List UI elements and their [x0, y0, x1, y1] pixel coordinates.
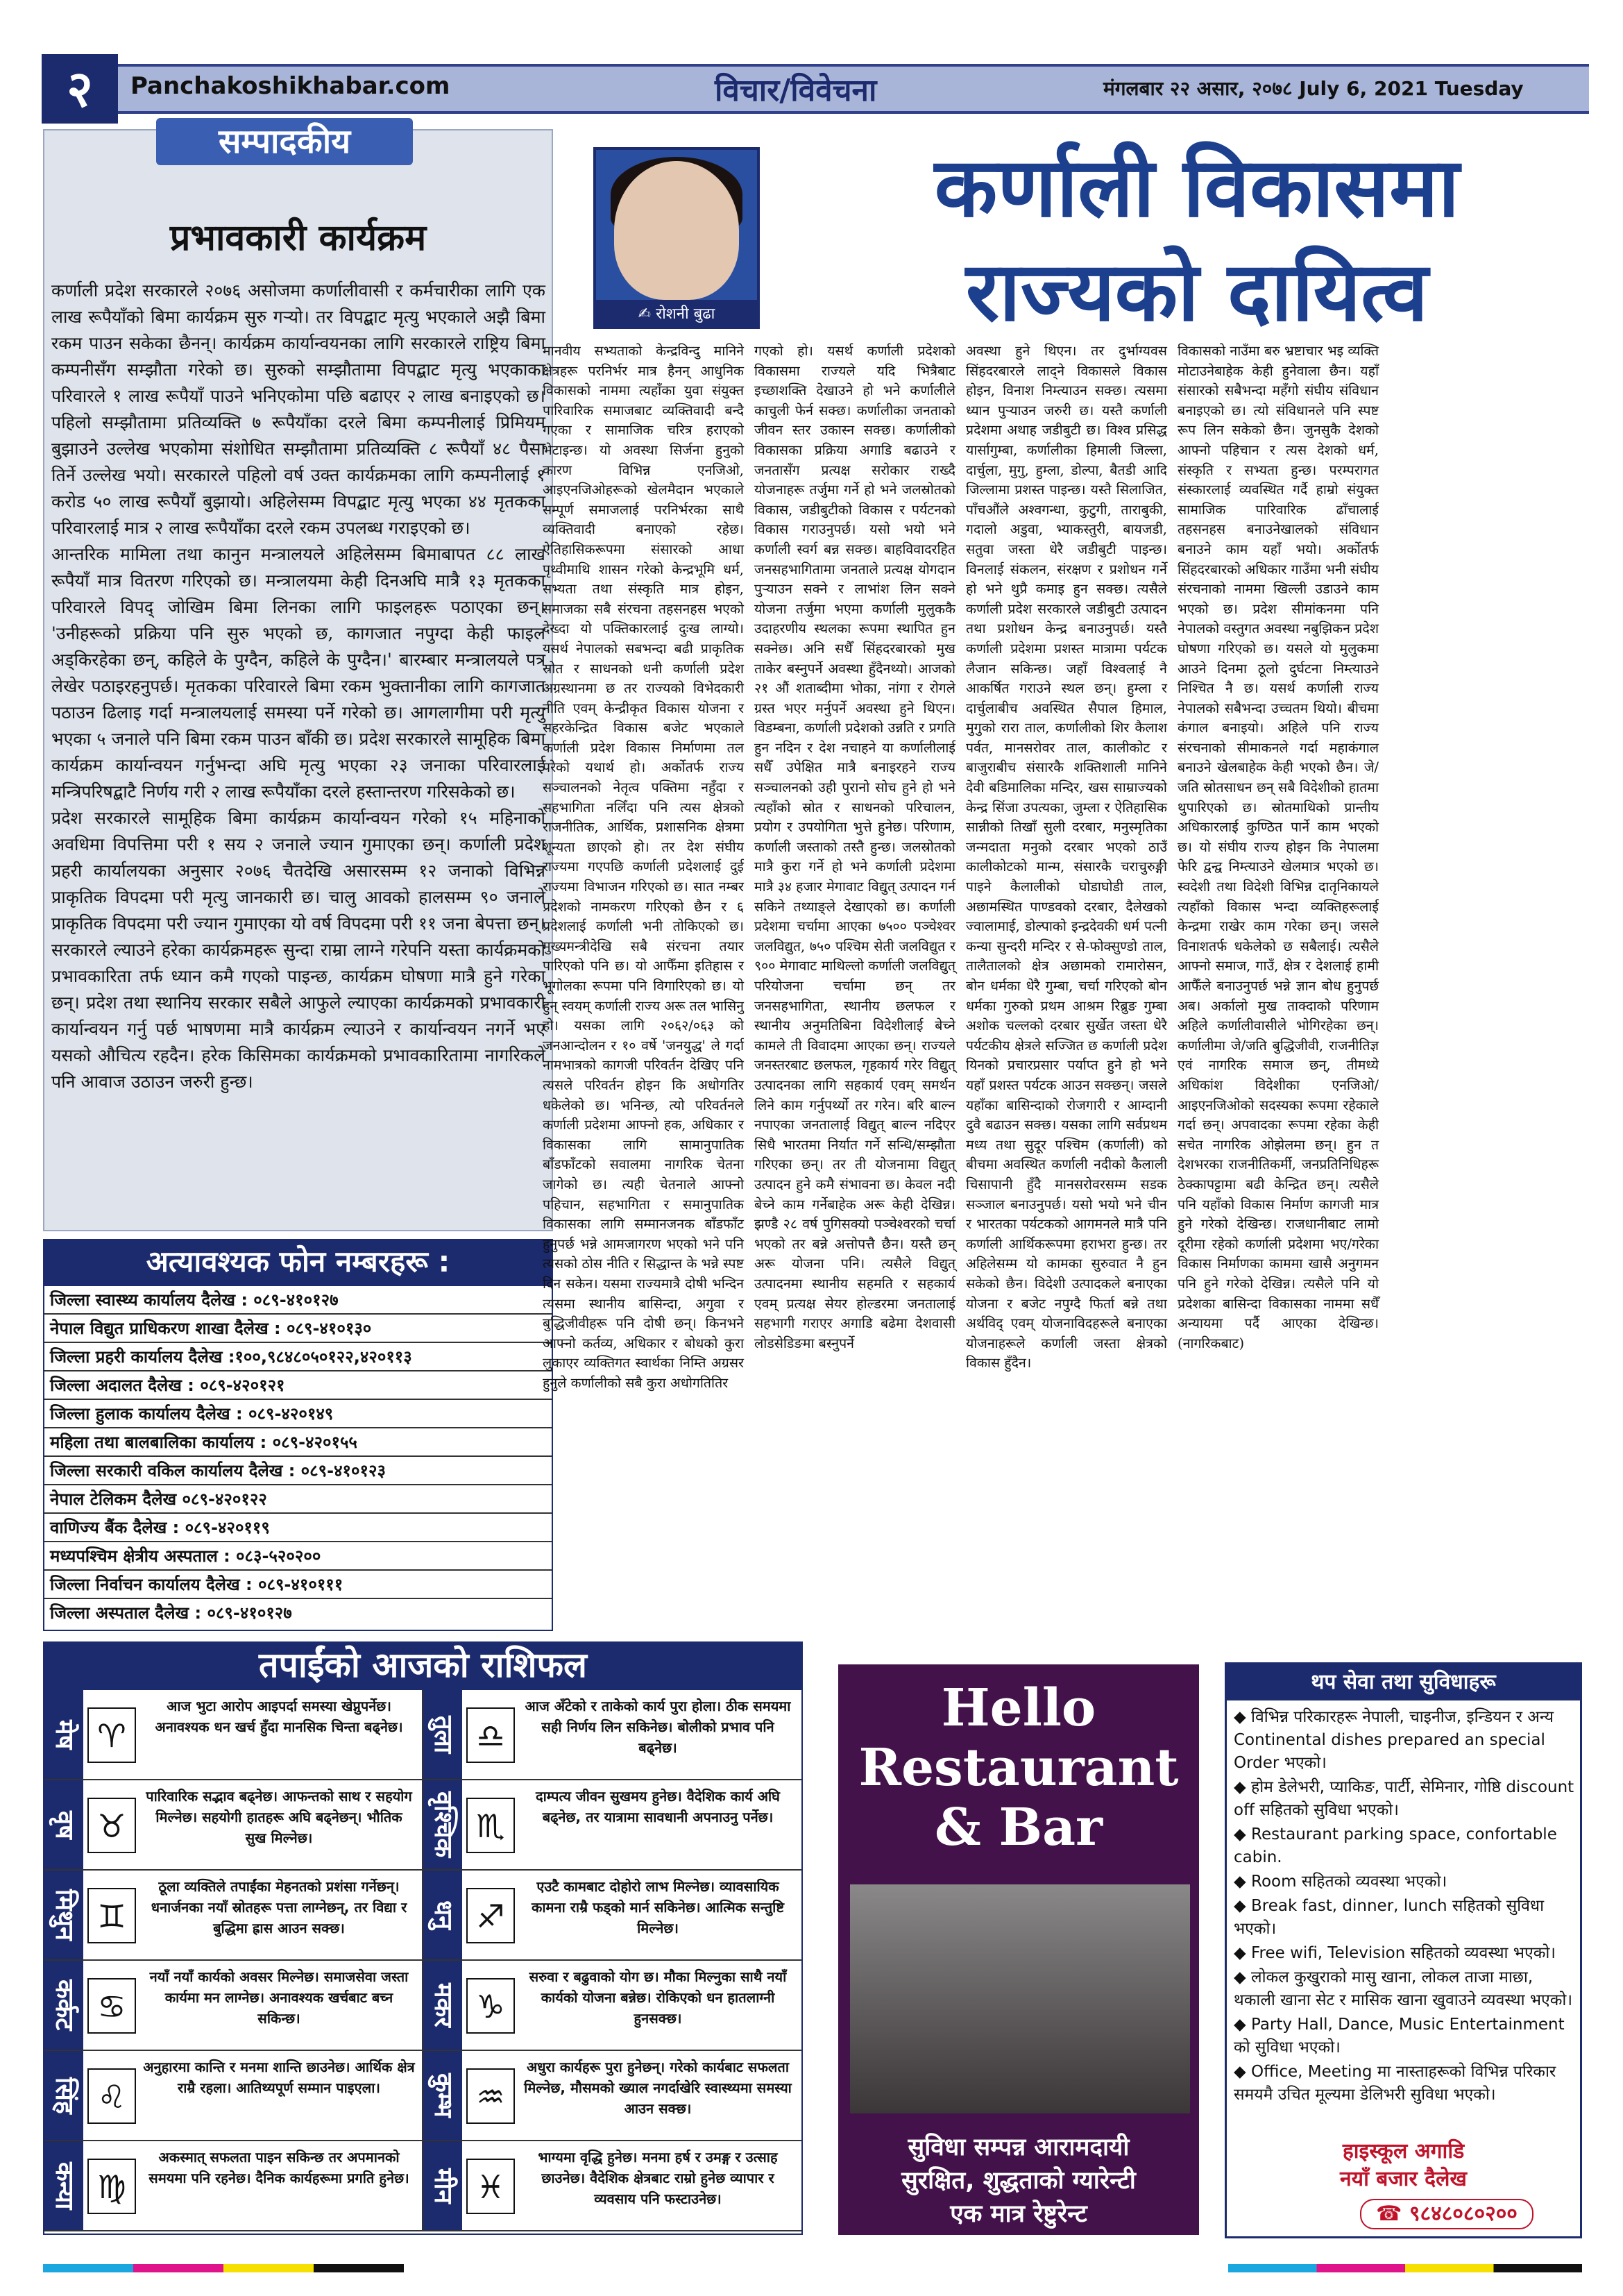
editorial-tag: सम्पादकीय	[156, 118, 413, 165]
sign-name: मीन	[423, 2141, 462, 2230]
color-bar	[43, 2264, 404, 2272]
restaurant-photo	[850, 1884, 1190, 2113]
services-address-line: हाइस्कूल अगाडि	[1342, 2139, 1465, 2163]
phone-list-title: अत्यावश्यक फोन नम्बरहरू :	[43, 1239, 553, 1285]
phone-row: जिल्ला अस्पताल दैलेख : ०८९-४१०१२७	[50, 1603, 292, 1623]
horoscope-sign	[44, 1961, 423, 2051]
services-item: ◆ Party Hall, Dance, Music Entertainment को सुविधा भएको।	[1234, 2016, 1565, 2057]
phone-row: नेपाल टेलिकम दैलेख ०८९-४२०१२२	[44, 1485, 552, 1514]
section-title: विचार/विवेचना	[715, 73, 877, 108]
sign-name: धनु	[423, 1871, 462, 1959]
services-list	[1234, 1706, 1577, 2108]
sign-name: तुला	[423, 1690, 462, 1779]
article-column: विकासको नाउँमा बरु भ्रष्टाचार भइ व्यक्ति मोटाउनेबाहेक केही हुनेवाला छैन। यहाँ संसारको सबैभन्दा महँगो संघीय संविधान बनाइएको छ। त्यो संविधानले पनि स्पष्ट रूप लिन सकेको छैन। जुनसुकै देशको आफ्नो पहिचान र त्यस देशको धर्म, संस्कृति र सभ्यता हुन्छ। परम्परागत संस्कारलाई व्यवस्थित गर्दै हाम्रो संयुक्त सामाजिक पारिवारिक ढाँचालाई तहसनहस बनाउनेखालको संविधान बनाउने काम यहाँ भयो। अर्कोतर्फ सिंहदरबारको अधिकार गाउँमा भनी संघीय संरचनाको नाममा खिल्ली उडाउने काम भएको छ। प्रदेश सीमांकनमा पनि नेपालको वस्तुगत अवस्था नबुझिकन प्रदेश घोषणा गरिएको छ। यसले यो मुलुकमा आउने दिनमा ठूलो दुर्घटना निम्त्याउने निश्चित नै छ। यसर्थ कर्णाली राज्य नेपालको सबैभन्दा उच्चतम थियो। बीचमा कंगाल बनाइयो। अहिले पनि राज्य संरचनाको सीमाकनले गर्दा महाकंगाल बनाउने खेलबाहेक केही भएको छैन। जे/जति स्रोतसाधन छन् सबै विदेशीको हातमा थुपारिएको छ। स्रोतमाथिको प्रान्तीय अधिकारलाई कुण्ठित पार्ने काम भएको छ। यो संघीय राज्य होइन कि नेपालमा फेरि द्वन्द्व निम्त्याउने खेलमात्र भएको छ। स्वदेशी तथा विदेशी विभिन्न दातृनिकायले त्यहाँको विकास भन्दा व्यक्तिहरूलाई केन्द्रमा राखेर काम गरेका छन्। जसले विनाशतर्फ धकेलेको छ सबैलाई। त्यसैले आफ्नो समाज, गाउँ, क्षेत्र र देशलाई हामी आफैँले बनाउनुपर्छ भन्ने ज्ञान बोध हुनुपर्छ अब। अर्कालो मुख ताक्दाको परिणाम अहिले कर्णालीवासीले भोगिरहेका छन्। कर्णालीमा जे/जति बुद्धिजीवी, राजनीतिज्ञ एवं नागरिक समाज छन्, तीमध्ये अधिकांश विदेशीका एनजिओ/आइएनजिओको सदस्यका रूपमा रहेकाले गर्दा छन्। अपवादका रूपमा रहेका केही सचेत नागरिक ओझेलमा छन्। हुन त देशभरका राजनीतिकर्मी, जनप्रतिनिधिहरू ठेक्कापट्टामा बढी केन्द्रित छन्। त्यसैले पनि यहाँको विकास निर्माण कागजी मात्र हुने गरेको देखिन्छ। राजधानीबाट लामो दूरीमा रहेको कर्णाली प्रदेशमा भए/गरेका विकास निर्माणका काममा खासै अनुगमन पनि हुने गरेको देखिन्न। त्यसैले पनि यो प्रदेशका बासिन्दा विकासका नाममा सधैँ अन्यायमा पर्दै आएका देखिन्छ। (नागरिकबाट)	[1178, 343, 1379, 1351]
zodiac-icon: ♉	[87, 1798, 136, 1853]
phone-row: मध्यपश्चिम क्षेत्रीय अस्पताल : ०८३-५२०२००	[44, 1542, 552, 1571]
sign-name: सिंह	[44, 2051, 83, 2140]
restaurant-ad-footer	[838, 2131, 1199, 2231]
sign-name: वृश्चिक	[423, 1780, 462, 1869]
color-bar	[1228, 2264, 1582, 2272]
date-line: मंगलबार २२ असार, २०७८ July 6, 2021 Tuesday	[1103, 77, 1524, 100]
horoscope-sign	[44, 1690, 423, 1780]
phone-row: जिल्ला प्रहरी कार्यालय दैलेख :१००,९८४८०५०१२२,४२०११३	[44, 1343, 552, 1371]
zodiac-icon: ♈	[87, 1707, 136, 1763]
phone-row: जिल्ला सरकारी वकिल कार्यालय दैलेख : ०८९-४१०१२३	[44, 1457, 552, 1485]
services-item: ◆ होम डेलेभरी, प्याकिङ, पार्टी, सेमिनार, गोष्ठि discount off सहितको सुविधा भएको।	[1234, 1778, 1574, 1819]
horoscope-sign	[44, 2051, 423, 2141]
sign-name: वृष	[44, 1780, 83, 1869]
zodiac-icon: ♒	[466, 2068, 515, 2124]
zodiac-icon: ♎	[466, 1707, 515, 1763]
sign-text: अधुरा कार्यहरू पुरा हुनेछन्। गरेको कार्यबाट सफलता मिल्नेछ, मौसमको ख्याल नगर्दाखेरि स्वास्थ्यमा समस्या आउन सक्छ।	[524, 2059, 792, 2117]
services-item: ◆ Restaurant parking space, confortable cabin.	[1234, 1825, 1557, 1866]
author-photo-face	[614, 161, 739, 300]
article-body	[543, 341, 1597, 1646]
horoscope-sign	[44, 1780, 423, 1871]
sign-text: एउटै कामबाट दोहोरो लाभ मिल्नेछ। व्यावसायिक कामना राम्रै फड्को मार्न सकिनेछ। आत्मिक सन्तुष्टि मिल्नेछ।	[531, 1878, 785, 1936]
editorial-paragraph: कर्णाली प्रदेश सरकारले २०७६ असोजमा कर्णालीवासी र कर्मचारीका लागि एक लाख रूपैयाँको बिमा कार्यक्रम सुरु गर्‍यो। तर विपद्बाट मृत्यु भएकाले अझै बिमा रकम पाउन सकेका छैनन्। कार्यक्रम कार्यान्वयनका लागि सरकारले राष्ट्रिय बिमा कम्पनीसँग सम्झौता गरेको छ। सुरुको सम्झौतामा विपद्बाट मृत्यु भएकाका परिवारले १ लाख रूपैयाँ पाउने भनिएकोमा पछि बढाएर २ लाख बनाइएको छ। पहिलो सम्झौतामा प्रतिव्यक्ति ७ रूपैयाँका दरले बिमा कम्पनीलाई प्रिमियम बुझाउने उल्लेख भएकोमा संशोधित सम्झौतामा प्रतिव्यक्ति ८ रूपैयाँ ४८ पैसा तिर्ने उल्लेख भयो। सरकारले पहिलो वर्ष उक्त कार्यक्रमका लागि कम्पनीलाई १ करोड ५० लाख रूपैयाँ बुझायो। अहिलेसम्म विपद्बाट मृत्यु भएका ४४ मृतकका परिवारलाई मात्र २ लाख रूपैयाँका दरले रकम उपलब्ध गराइएको छ।	[51, 280, 545, 538]
editorial-paragraph: आन्तरिक मामिला तथा कानुन मन्त्रालयले अहिलेसम्म बिमाबापत ८८ लाख रूपैयाँ मात्र वितरण गरिएको छ। मन्त्रालयमा केही दिनअघि मात्रै १३ मृतकका परिवारले विपद् जोखिम बिमा लिनका लागि फाइलहरू पठाएका छन्। 'उनीहरूको प्रक्रिया पनि सुरु भएको छ, कागजात नपुग्दा केही फाइल अड्किरहेका छन्, कहिले के पुग्दैन, कहिले के पुग्दैन।' बारम्बार मन्त्रालयले पत्र लेखेर पठाइरहनुपर्छ। मृतकका परिवारले बिमा रकम भुक्तानीका लागि कागजात पठाउन ढिलाइ गर्दा मन्त्रालयलाई समस्या पर्ने गरेको छ। आगलागीमा परी मृत्यु भएका ५ जनाले पनि बिमा रकम पाउन बाँकी छ। प्रदेश सरकारले सामूहिक बिमा कार्यक्रम कार्यान्वयन गर्नुभन्दा अघि मृत्यु भएका २३ जनाका परिवारलाई मन्त्रिपरिषद्बाटै निर्णय गरी २ लाख रूपैयाँका दरले हस्तान्तरण गरिसकेको छ।	[51, 544, 545, 802]
restaurant-ad-tagline: एक मात्र रेष्टुरेन्ट	[950, 2200, 1087, 2228]
restaurant-ad-tagline: सुरक्षित, शुद्धताको ग्यारेन्टी	[901, 2167, 1136, 2195]
sign-text: नयाँ नयाँ कार्यको अवसर मिल्नेछ। समाजसेवा जस्ता कार्यमा मन लाग्नेछ। अनावश्यक खर्चबाट बच्न सकिन्छ।	[149, 1968, 409, 2027]
article-column: मानवीय सभ्यताको केन्द्रविन्दु मानिने क्षेत्रहरू परनिर्भर मात्र हैनन् आधुनिक विकासको नाममा त्यहाँका युवा संयुक्त पारिवारिक समाजबाट व्यक्तिवादी बन्दै गएका र सामाजिक चरित्र हराएको भेटाइन्छ। यो अवस्था सिर्जना हुनुको कारण विभिन्न एनजिओ, आइएनजिओहरूको खेलमैदान भएकाले सम्पूर्ण समाजलाई परनिर्भरका साथै व्यक्तिवादी बनाएको रहेछ। ऐतिहासिकरूपमा संसारको आधा पृथ्वीमाथि शासन गरेको केन्द्रभूमि धर्म, सभ्यता तथा संस्कृति मात्र होइन, समाजका सबै संरचना तहसनहस भएको देख्दा यो पक्तिकारलाई दुःख लाग्यो। यसर्थ नेपालको सबभन्दा बढी प्राकृतिक स्रोत र साधनको धनी कर्णाली प्रदेश अग्रस्थानमा छ तर राज्यको विभेदकारी नीति एवम् केन्द्रीकृत विकास योजना र सहरकेन्द्रित विकास बजेट भएकाले कर्णाली प्रदेश विकास निर्माणमा तल परेको यथार्थ हो। अर्कोतर्फ राज्य सञ्चालनको नेतृत्व पक्तिमा नहुँदा र सहभागिता नलिँदा पनि त्यस क्षेत्रको राजनीतिक, आर्थिक, प्रशासनिक क्षेत्रमा शून्यता छाएको हो। तर देश संघीय राज्यमा गएपछि कर्णाली प्रदेशलाई दुई राज्यमा विभाजन गरिएको छ। सात नम्बर प्रदेशको नामकरण गरिएको छैन र ६ प्रदेशलाई कर्णाली भनी तोकिएको छ। मुख्यमन्त्रीदेखि सबै संरचना तयार पारिएको पनि छ। यो आफैँमा इतिहास र भूगोलका रूपमा पनि विगारिएको छ। यो हुन् स्वयम् कर्णाली राज्य अरू तल भासिनु हो। यसका लागि २०६२/०६३ को जनआन्दोलन र १० वर्षे 'जनयुद्ध' ले गर्दा नामभात्रको कागजी परिवर्तन देखिए पनि त्यसले परिवर्तन होइन कि अधोगतिर धकेलेको छ। भनिन्छ, त्यो परिवर्तनले कर्णाली प्रदेशमा आफ्नो हक, अधिकार र विकासका लागि सामानुपातिक बाँडफाँटको सवालमा नागरिक चेतना जागेको छ। त्यही चेतनाले आफ्नो पहिचान, सहभागिता र समानुपातिक विकासका लागि सम्मानजनक बाँडफाँट हुनुपर्छ भन्ने आमजागरण भएको भने पनि त्यसको ठोस नीति र सिद्धान्त के भन्ने स्पष्ट दिन सकेन। यसमा राज्यमात्रै दोषी भन्दिन त्यसमा स्थानीय बासिन्दा, अगुवा र बुद्धिजीवीहरू पनि दोषी छन्। किनभने आफ्नो कर्तव्य, अधिकार र बोधको कुरा लुकाएर व्यक्तिगत स्वार्थका निम्ति अग्रसर हुनुले कर्णालीको सबै कुरा अधोगतितिर	[543, 343, 744, 1391]
zodiac-icon: ♋	[87, 1978, 136, 2034]
horoscope-sign	[423, 2141, 802, 2231]
article-headline	[805, 135, 1589, 344]
services-item: ◆ Free wifi, Television सहितको व्यवस्था भएको।	[1234, 1944, 1556, 1962]
restaurant-ad-line: & Bar	[934, 1798, 1103, 1857]
horoscope-sign	[423, 1780, 802, 1871]
restaurant-ad-line: Restaurant	[858, 1738, 1179, 1798]
site-name[interactable]: Panchakoshikhabar.com	[130, 72, 450, 100]
phone-list	[43, 1285, 553, 1631]
editorial-title: प्रभावकारी कार्यक्रम	[169, 217, 427, 259]
zodiac-icon: ♍	[87, 2159, 136, 2214]
headline-line: राज्यको दायित्व	[965, 244, 1429, 339]
horoscope-title: तपाईंको आजको राशिफल	[43, 1641, 803, 1689]
sign-text: दाम्पत्य जीवन सुखमय हुनेछ। वैदेशिक कार्य अघि बढ्नेछ, तर यात्रामा सावधानी अपनाउनु पर्नेछ।	[535, 1788, 781, 1825]
horoscope-sign	[423, 1690, 802, 1780]
sign-text: आज अँटेको र ताकेको कार्य पुरा होला। ठीक समयमा सही निर्णय लिन सकिनेछ। बोलीको प्रभाव पनि बढ्नेछ।	[525, 1698, 791, 1756]
sign-name: मेष	[44, 1690, 83, 1779]
phone-icon: ☎	[1376, 2202, 1409, 2226]
services-item: ◆ Break fast, dinner, lunch सहितको सुविधा भएको।	[1234, 1897, 1545, 1938]
editorial-text	[51, 278, 545, 1095]
sign-name: कन्या	[44, 2141, 83, 2230]
services-item: ◆ Room सहितको व्यवस्था भएको।	[1234, 1873, 1447, 1891]
sign-text: भाग्यमा वृद्धि हुनेछ। मनमा हर्ष र उमङ्ग र उत्साह छाउनेछ। वैदेशिक क्षेत्रबाट राम्रो हुनेछ व्यापार र व्यवसाय पनि फस्टाउनेछ।	[538, 2149, 778, 2207]
phone-row: नेपाल विद्युत प्राधिकरण शाखा दैलेख : ०८९-४१०१३०	[44, 1315, 552, 1343]
phone-row: महिला तथा बालबालिका कार्यालय : ०८९-४२०१५५	[44, 1428, 552, 1457]
services-address-line: नयाँ बजार दैलेख	[1340, 2167, 1467, 2191]
sign-text: सरुवा र बढुवाको योग छ। मौका मिल्नुका साथै नयाँ कार्यको योजना बन्नेछ। रोकिएको धन हातलाग्नी हुनसक्छ।	[529, 1968, 787, 2027]
sign-name: मकर	[423, 1961, 462, 2050]
zodiac-icon: ♓	[466, 2159, 515, 2214]
sign-text: आज भुटा आरोप आइपर्दा समस्या खेप्नुपर्नेछ। अनावश्यक धन खर्च हुँदा मानसिक चिन्ता बढ्नेछ।	[155, 1698, 403, 1735]
services-item: ◆ Office, Meeting मा नास्ताहरूको विभिन्न परिकार समयमै उचित मूल्यमा डेलिभरी सुविधा भएको।	[1234, 2063, 1556, 2104]
services-ad-title: थप सेवा तथा सुविधाहरू	[1227, 1664, 1580, 1700]
horoscope-sign	[44, 1871, 423, 1961]
services-phone[interactable]	[1360, 2199, 1533, 2229]
zodiac-icon: ♊	[87, 1888, 136, 1943]
sign-text: अकस्मात् सफलता पाइन सकिन्छ तर अपमानको समयमा पनि रहनेछ। दैनिक कार्यहरूमा प्रगति हुनेछ।	[148, 2149, 409, 2186]
services-item: ◆ लोकल कुखुराको मासु खाना, लोकल ताजा माछा, थकाली खाना सेट र मासिक खाना खुवाउने व्यवस्था भएको।	[1234, 1968, 1573, 2009]
services-address	[1227, 2138, 1580, 2193]
sign-text: अनुहारमा कान्ति र मनमा शान्ति छाउनेछ। आर्थिक क्षेत्र राम्रै रहला। आतिथ्यपूर्ण सम्मान पाइएला।	[143, 2059, 415, 2096]
services-item: ◆ विभिन्न परिकारहरू नेपाली, चाइनीज, इन्डियन र अन्य Continental dishes prepared an special Order भएको।	[1234, 1708, 1554, 1772]
restaurant-ad-tagline: सुविधा सम्पन्न आरामदायी	[908, 2134, 1130, 2161]
author-name: ✍ रोशनी बुढा	[593, 300, 760, 329]
horoscope-sign	[423, 1871, 802, 1961]
services-phone-number: ९८४८०८०२००	[1409, 2202, 1518, 2226]
zodiac-icon: ♌	[87, 2068, 136, 2124]
horoscope-sign	[423, 2051, 802, 2141]
zodiac-icon: ♏	[466, 1798, 515, 1853]
zodiac-icon: ♐	[466, 1888, 515, 1943]
zodiac-icon: ♑	[466, 1978, 515, 2034]
sign-name: कुम्भ	[423, 2051, 462, 2140]
restaurant-ad-title	[838, 1678, 1199, 1857]
phone-row: वाणिज्य बैंक दैलेख : ०८९-४२०११९	[44, 1514, 552, 1542]
phone-row: जिल्ला हुलाक कार्यालय दैलेख : ०८९-४२०१४९	[44, 1400, 552, 1428]
horoscope-sign	[44, 2141, 423, 2231]
sign-name: कर्कट	[44, 1961, 83, 2050]
editorial-paragraph: प्रदेश सरकारले सामूहिक बिमा कार्यक्रम कार्यान्वयन गरेको १५ महिनाको अवधिमा विपत्तिमा परी १ सय २ जनाले ज्यान गुमाएका छन्। कर्णाली प्रदेश प्रहरी कार्यालयका अनुसार २०७६ चैतदेखि असारसम्म १२ जनाको विभिन्न प्राकृतिक विपदमा परी मृत्यु जानकारी छ। चालु आवको हालसम्म ९० जनाले प्राकृतिक विपदमा परी ज्यान गुमाएका यो वर्ष विपदमा परी ११ जना बेपत्ता छन्। सरकारले ल्याउने हरेका कार्यक्रमहरू सुन्दा राम्रा लाग्ने गरेपनि यस्ता कार्यक्रमको प्रभावकारिता तर्फ ध्यान कमै गएको पाइन्छ, कार्यक्रम घोषणा मात्रै हुने गरेका छन्। प्रदेश तथा स्थानिय सरकार सबैले आफुले ल्याएका कार्यक्रमको प्रभावकारी कार्यान्वयन गर्नु पर्छ भाषणमा मात्रै कार्यक्रम ल्याउने र कार्यान्वयन नगर्ने भए यसको औचित्य रहदैन। हरेक किसिमका कार्यक्रमको प्रभावकारितामा नागरिकले पनि आवाज उठाउन जरुरी हुन्छ।	[51, 808, 545, 1092]
page-number: २	[42, 54, 118, 124]
sign-name: मिथुन	[44, 1871, 83, 1959]
phone-row: जिल्ला निर्वाचन कार्यालय दैलेख : ०८९-४१०१११	[44, 1571, 552, 1599]
sign-text: ठूला व्यक्तिले तपाईंका मेहनतको प्रशंसा गर्नेछन्। धनार्जनका नयाँ स्रोतहरू पत्ता लाग्नेछन्, तर विद्या र बुद्धिमा ह्रास आउन सक्छ।	[151, 1878, 407, 1936]
article-column: अवस्था हुने थिएन। तर दुर्भाग्यवस सिंहदरबारले लाद्ने विकासले विकास होइन, विनाश निम्त्याउन सक्छ। त्यसमा ध्यान पुर्‍याउन जरुरी छ। यस्तै कर्णाली प्रदेशमा अथाह जडीबुटी छ। विश्व प्रसिद्ध यार्सागुम्बा, कर्णालीका हिमाली जिल्ला, दार्चुला, मुगु, हुम्ला, डोल्पा, बैतडी आदि जिल्लामा प्रशस्त पाइन्छ। यस्तै सिलाजित, पाँचऔंले अश्वगन्धा, कुटुगी, ताराबुकी, गदालो अडुवा, भ्याकस्तुरी, बायजडी, सतुवा जस्ता धेरै जडीबुटी पाइन्छ। विनलाई संकलन, संरक्षण र प्रशोधन गर्ने हो भने थुप्रै कमाइ हुन सक्छ। त्यसैले कर्णाली प्रदेश सरकारले जडीबुटी उत्पादन तथा प्रशोधन केन्द्र बनाउनुपर्छ। यस्तै कर्णाली प्रदेशमा प्रशस्त मात्रामा पर्यटक लैजान सकिन्छ। जहाँ विश्वलाई नै आकर्षित गराउने स्थल छन्। हुम्ला र दार्चुलाबीच अवस्थित सैपाल हिमाल, मुगुको रारा ताल, कर्णालीको शिर कैलाश पर्वत, मानसरोवर ताल, कालीकोट र बाजुराबीच संसारकै शक्तिशाली मानिने देवी बडिमालिका मन्दिर, खस साम्राज्यको केन्द्र सिंजा उपत्यका, जुम्ला र ऐतिहासिक सान्नीको तिखाँ सुली दरबार, मनुस्मृतिका जन्मदाता मनुको दरबार भएको ठाउँ कालीकोटको मान्म, संसारकै चराचुरुङ्गी पाइने कैलालीको घोडाघोडी ताल, अछामस्थित पाण्डवको दरबार, दैलेखको ज्वालामाई, डोल्पाको इन्द्रदेवकी धर्म पत्नी कन्या सुन्दरी मन्दिर र से-फोक्सुण्डो ताल, तालैतालको क्षेत्र अछामको रामारोसन, बोन धर्मका धेरै गुम्बा, चर्चा गरिएको बोन धर्मका गुरुको प्रथम आश्रम रिब्रुङ गुम्बा अशोक चल्लको दरबार सुर्खेत जस्ता धेरै पर्यटकीय क्षेत्रले सज्जित छ कर्णाली प्रदेश यिनको प्रचारप्रसार पर्याप्त हुने हो भने यहाँ प्रशस्त पर्यटक आउन सक्छन्। जसले यहाँका बासिन्दाको रोजगारी र आम्दानी दुवै बढाउन सक्छ। यसका लागि सर्वप्रथम मध्य तथा सुदूर पश्चिम (कर्णाली) को बीचमा अवस्थित कर्णाली नदीको कैलाली चिसापानी हुँदै मानसरोवरसम्म सडक सञ्जाल बनाउनुपर्छ। यसो भयो भने चीन र भारतका पर्यटकको आगमनले मात्रै पनि कर्णाली आर्थिकरूपमा हराभरा हुन्छ। तर अहिलेसम्म यो कामका सुरुवात नै हुन सकेको छैन। विदेशी उत्पादकले बनाएका योजना र बजेट नपुग्दै फिर्ता बन्ने तथा अर्थविद् एवम् योजनाविदहरूले बनाएका योजनाहरूले कर्णाली जस्ता क्षेत्रको विकास हुँदैन।	[966, 343, 1167, 1371]
phone-row: जिल्ला अदालत दैलेख : ०८९-४२०१२१	[44, 1371, 552, 1400]
horoscope-sign	[423, 1961, 802, 2051]
article-column: गएको हो। यसर्थ कर्णाली प्रदेशको विकासमा राज्यले यदि भित्रैबाट इच्छाशक्ति देखाउने हो भने कर्णालीले काचुली फेर्न सक्छ। कर्णालीका जनताको जीवन स्तर उकास्न सक्छ। कर्णालीको विकासका प्रक्रिया अगाडि बढाउने र जनतासँग प्रत्यक्ष सरोकार राख्दै योजनाहरू तर्जुमा गर्ने हो भने जलस्रोतको विकास, जडीबुटीको विकास र पर्यटनको विकास गराउनुपर्छ। यसो भयो भने कर्णाली स्वर्ग बन्न सक्छ। बाहविवादरहित जनसहभागितामा जनताले प्रत्यक्ष योगदान पुर्‍याउन सक्ने र लाभांश लिन सक्ने योजना तर्जुमा भएमा कर्णाली मुलुककै उदाहरणीय स्थलका रूपमा स्थापित हुन सक्नेछ। अनि सधैँ सिंहदरबारको मुख ताकेर बस्नुपर्ने अवस्था हुँदैनथ्यो। आजको २१ औं शताब्दीमा भोका, नांगा र रोगले ग्रस्त भएर मर्नुपर्ने अवस्था हुने थिएन। विडम्बना, कर्णाली प्रदेशको उन्नति र प्रगति हुन नदिन र देश नचाहने या कर्णालीलाई सधैँ उपेक्षित मात्रै बनाइरहने राज्य सञ्चालनको उही पुरानो सोच हुने हो भने त्यहाँको स्रोत र साधनको परिचालन, प्रयोग र उपयोगिता भुत्ते हुनेछ। परिणाम, कर्णाली जस्ताको तस्तै हुन्छ। जलस्रोतको मात्रै कुरा गर्ने हो भने कर्णाली प्रदेशमा मात्रै ३४ हजार मेगावाट विद्युत् उत्पादन गर्न सकिने तथ्याङ्ले देखाएको छ। कर्णाली प्रदेशमा चर्चामा आएका ७५०० पञ्चेश्वर जलविद्युत, ७५० पश्चिम सेती जलविद्युत र ९०० मेगावाट माथिल्लो कर्णाली जलविद्युत् परियोजना चर्चामा छन् तर जनसहभागिता, स्थानीय छलफल र स्थानीय अनुमतिबिना विदेशीलाई बेच्ने कामले ती विवादमा आएका छन्। राज्यले जनस्तरबाट छलफल, गृहकार्य गरेर विद्युत् उत्पादनका लागि सहकार्य एवम् समर्थन लिने काम गर्नुपर्थ्यो तर गरेन। बरि बाल्न नपाएका जनतालाई विद्युत् बाल्न नदिएर सिधै भारतमा निर्यात गर्ने सन्धि/सम्झौता गरिएका छन्। तर ती योजनामा विद्युत् उत्पादन हुने कमै संभावना छ। केवल नदी बेच्ने काम गर्नेबाहेक अरू केही देखिन्न। झण्डै २८ वर्ष पुगिसक्यो पञ्चेश्वरको चर्चा भएको तर बन्ने अत्तोपत्तै छैन। यस्तै छन् अरू योजना पनि। त्यसैले विद्युत् उत्पादनमा स्थानीय सहमति र सहकार्य एवम् प्रत्यक्ष सेयर होल्डरमा जनतालाई सहभागी गराएर अगाडि बढेमा देशवासी लोडसेडिङमा बस्नुपर्ने	[754, 343, 955, 1351]
sign-text: पारिवारिक सद्भाव बढ्नेछ। आफन्तको साथ र सहयोग मिल्नेछ। सहयोगी हातहरू अघि बढ्नेछन्। भौतिक सुख मिल्नेछ।	[146, 1788, 412, 1846]
phone-row: जिल्ला स्वास्थ्य कार्यालय दैलेख : ०८९-४१०१२७	[44, 1286, 552, 1315]
restaurant-ad-line: Hello	[941, 1678, 1096, 1738]
headline-line: कर्णाली विकासमा	[934, 140, 1460, 235]
horoscope-box	[43, 1689, 803, 2235]
